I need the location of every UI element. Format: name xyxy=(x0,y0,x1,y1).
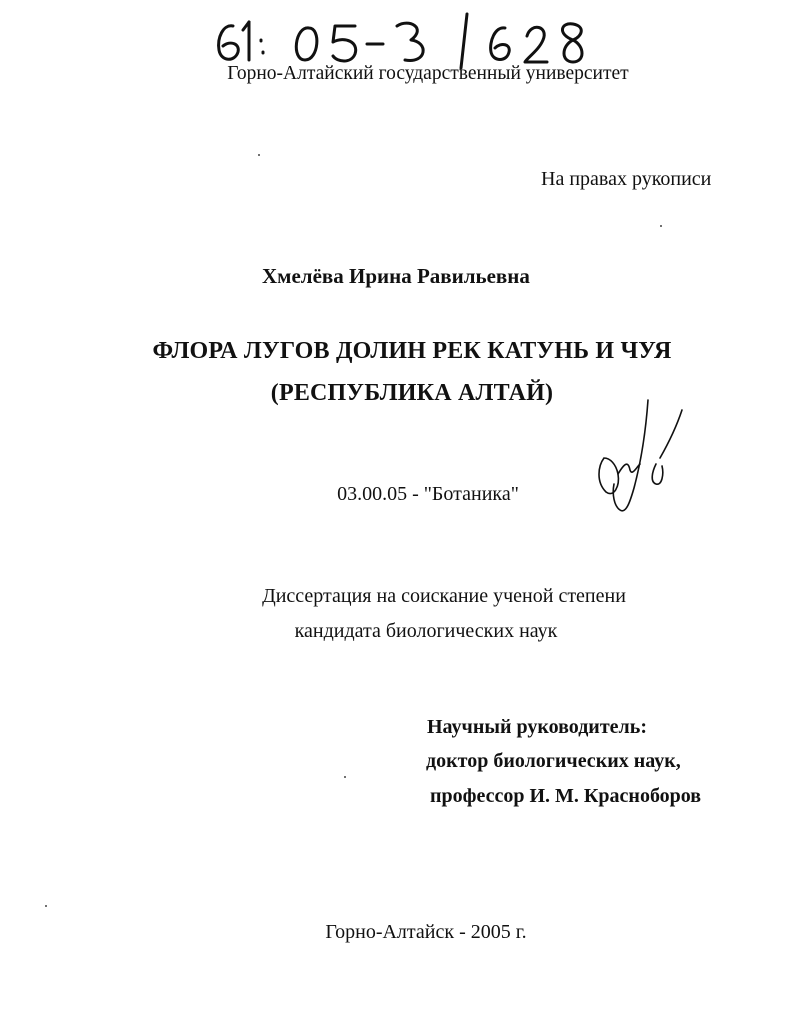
dissertation-purpose-line1: Диссертация на соискание ученой степени xyxy=(262,585,626,607)
supervisor-label: Научный руководитель: xyxy=(427,716,647,738)
specialty-code: 03.00.05 - "Ботаника" xyxy=(337,483,519,505)
thesis-title-line2: (РЕСПУБЛИКА АЛТАЙ) xyxy=(270,380,554,406)
scan-speck xyxy=(45,905,47,907)
scan-speck xyxy=(660,225,662,227)
supervisor-degree: доктор биологических наук, xyxy=(426,750,681,772)
scan-speck xyxy=(258,154,260,156)
university-name: Горно-Алтайский государственный университет xyxy=(227,63,629,84)
dissertation-purpose-line2: кандидата биологических наук xyxy=(294,620,558,642)
manuscript-rights-note: На правах рукописи xyxy=(541,168,712,190)
thesis-title-line1: ФЛОРА ЛУГОВ ДОЛИН РЕК КАТУНЬ И ЧУЯ xyxy=(152,338,672,364)
author-name: Хмелёва Ирина Равильевна xyxy=(262,264,530,288)
scan-speck xyxy=(344,776,346,778)
supervisor-name: профессор И. М. Красноборов xyxy=(430,785,702,807)
city-and-year: Горно-Алтайск - 2005 г. xyxy=(325,921,527,943)
